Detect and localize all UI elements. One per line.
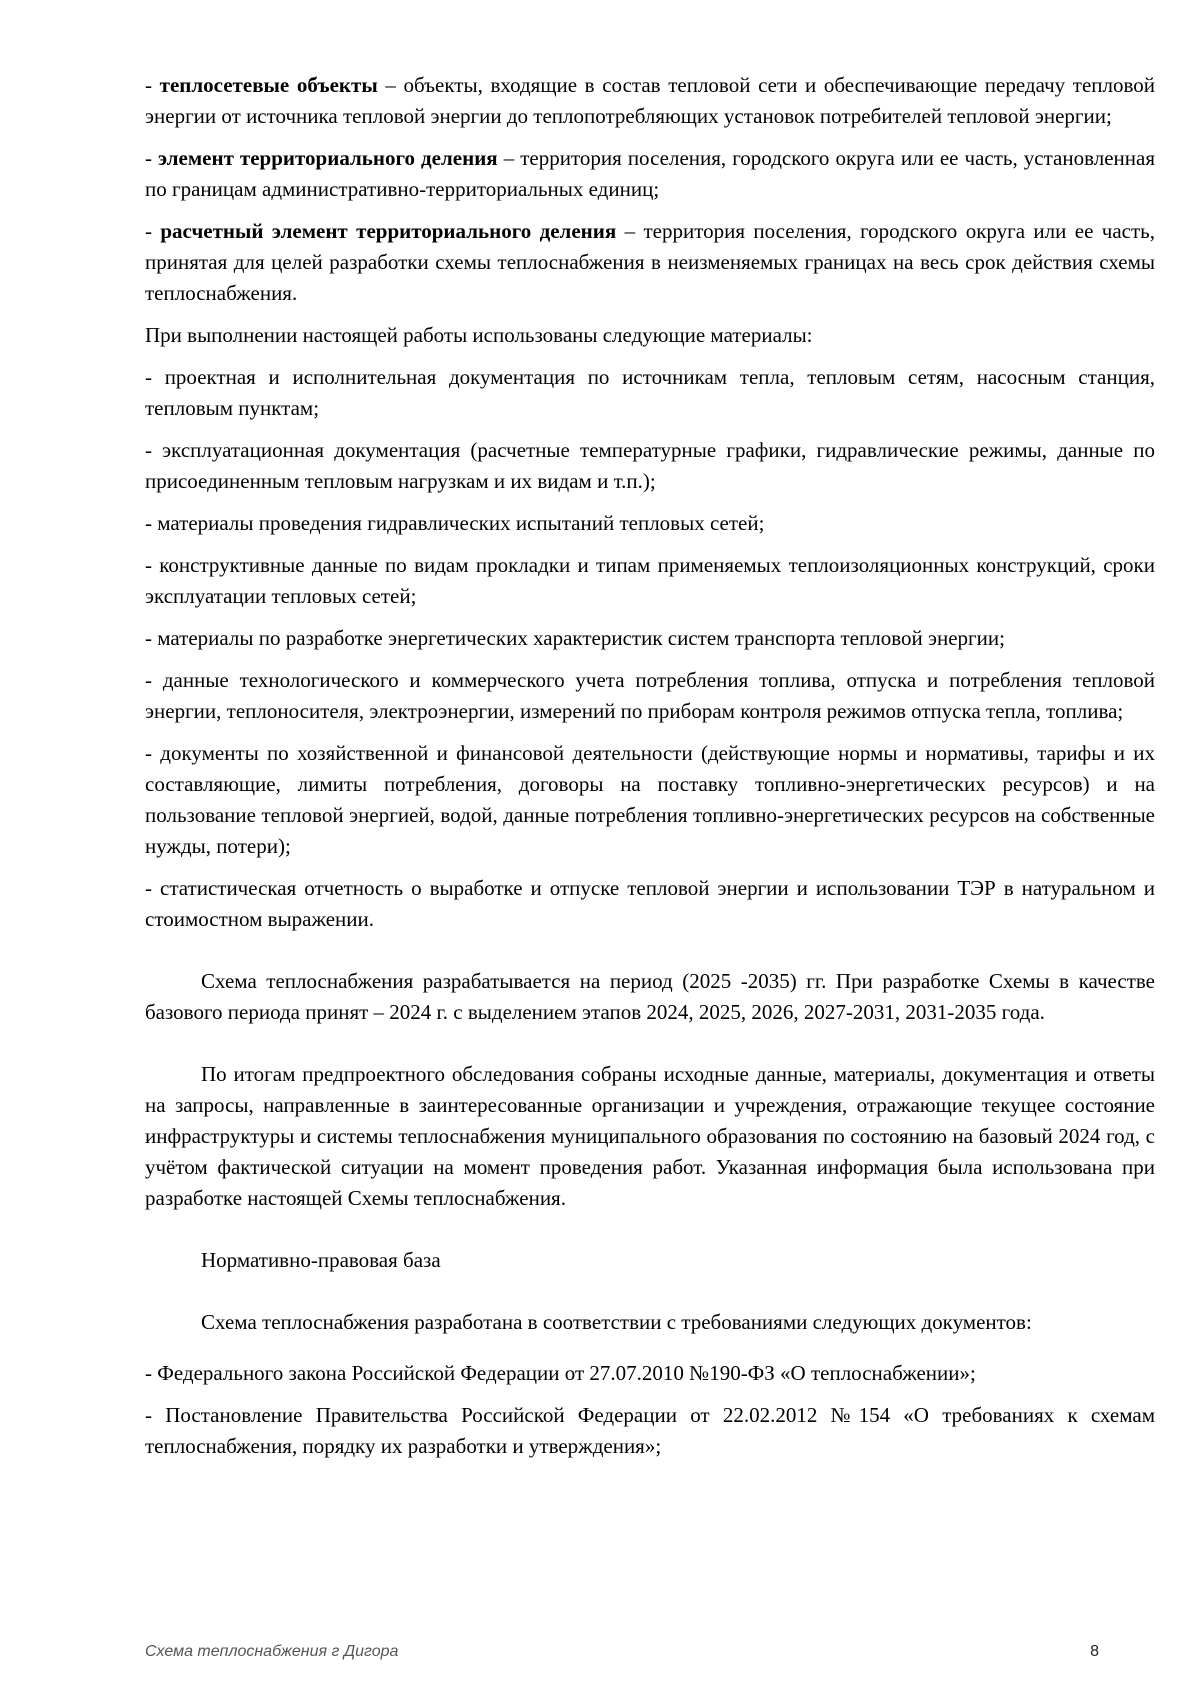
definition-heat-network-objects — [145, 70, 1155, 132]
definition-calculated-territorial-element — [145, 216, 1155, 309]
definition-term: элемент территориального деления — [158, 146, 498, 170]
definition-dash: - — [145, 146, 159, 170]
definition-text: – объекты, входящие в состав тепловой сети и обеспечивающие передачу тепловой энергии от источника тепловой энергии до теплопотребляющих установок потребителей тепловой энергии; — [145, 73, 1156, 128]
materials-item: - конструктивные данные по видам прокладки и типам применяемых теплоизоляционных конструкций, сроки эксплуатации тепловых сетей; — [145, 553, 1155, 608]
footer-document-title: Схема теплоснабжения г Дигора — [145, 1643, 399, 1660]
materials-item: - документы по хозяйственной и финансовой деятельности (действующие нормы и нормативы, тарифы и их составляющие, лимиты потребления, договоры на поставку топливно-энергетических ресурсов) и на пользование тепловой энергией, водой, данные потребления топливно-энергетических ресурсов на собственные нужды, потери); — [145, 741, 1155, 858]
materials-intro: При выполнении настоящей работы использованы следующие материалы: — [145, 323, 813, 347]
materials-item: - материалы по разработке энергетических характеристик систем транспорта тепловой энергии; — [145, 626, 1005, 650]
definition-dash: - — [145, 73, 160, 97]
definition-dash: - — [145, 219, 161, 243]
legal-item: - Федерального закона Российской Федерации от 27.07.2010 №190-ФЗ «О теплоснабжении»; — [145, 1361, 976, 1385]
footer-page-number: 8 — [1090, 1643, 1099, 1660]
materials-item: - данные технологического и коммерческого учета потребления топлива, отпуска и потребления тепловой энергии, теплоносителя, электроэнергии, измерений по приборам контроля режимов отпуска тепла, топлива; — [145, 668, 1155, 723]
definition-text: – территория поселения, городского округа или ее часть, установленная по границам административно-территориальных единиц; — [145, 146, 1155, 201]
page-footer — [145, 1643, 1155, 1667]
legal-heading: Нормативно-правовая база — [201, 1248, 441, 1272]
definition-term: расчетный элемент территориального деления — [160, 219, 617, 243]
materials-item: - статистическая отчетность о выработке и отпуске тепловой энергии и использовании ТЭР в натуральном и стоимостном выражении. — [145, 876, 1155, 931]
legal-intro: Схема теплоснабжения разработана в соответствии с требованиями следующих документов: — [201, 1310, 1032, 1334]
materials-item: - эксплуатационная документация (расчетные температурные графики, гидравлические режимы, данные по присоединенным тепловым нагрузкам и их видам и т.п.); — [145, 438, 1155, 493]
page-content — [145, 70, 1155, 1473]
period-paragraph: Схема теплоснабжения разрабатывается на период (2025 -2035) гг. При разработке Схемы в качестве базового периода принят – 2024 г. с выделением этапов 2024, 2025, 2026, 2027-2031, 2031-2035 года. — [145, 969, 1155, 1024]
survey-paragraph: По итогам предпроектного обследования собраны исходные данные, материалы, документация и ответы на запросы, направленные в заинтересованные организации и учреждения, отражающие текущее состояние инфраструктуры и системы теплоснабжения муниципального образования по состоянию на базовый 2024 год, с учётом фактической ситуации на момент проведения работ. Указанная информация была использована при разработке настоящей Схемы теплоснабжения. — [145, 1062, 1155, 1210]
materials-item: - материалы проведения гидравлических испытаний тепловых сетей; — [145, 511, 765, 535]
definition-territorial-element — [145, 143, 1155, 205]
definition-text: – территория поселения, городского округа или ее часть, принятая для целей разработки схемы теплоснабжения в неизменяемых границах на весь срок действия схемы теплоснабжения. — [145, 219, 1155, 305]
definition-term: теплосетевые объекты — [159, 73, 378, 97]
materials-item: - проектная и исполнительная документация по источникам тепла, тепловым сетям, насосным станция, тепловым пунктам; — [145, 365, 1155, 420]
legal-item: - Постановление Правительства Российской Федерации от 22.02.2012 №154 «О требованиях к схемам теплоснабжения, порядку их разработки и утверждения»; — [145, 1403, 1155, 1458]
